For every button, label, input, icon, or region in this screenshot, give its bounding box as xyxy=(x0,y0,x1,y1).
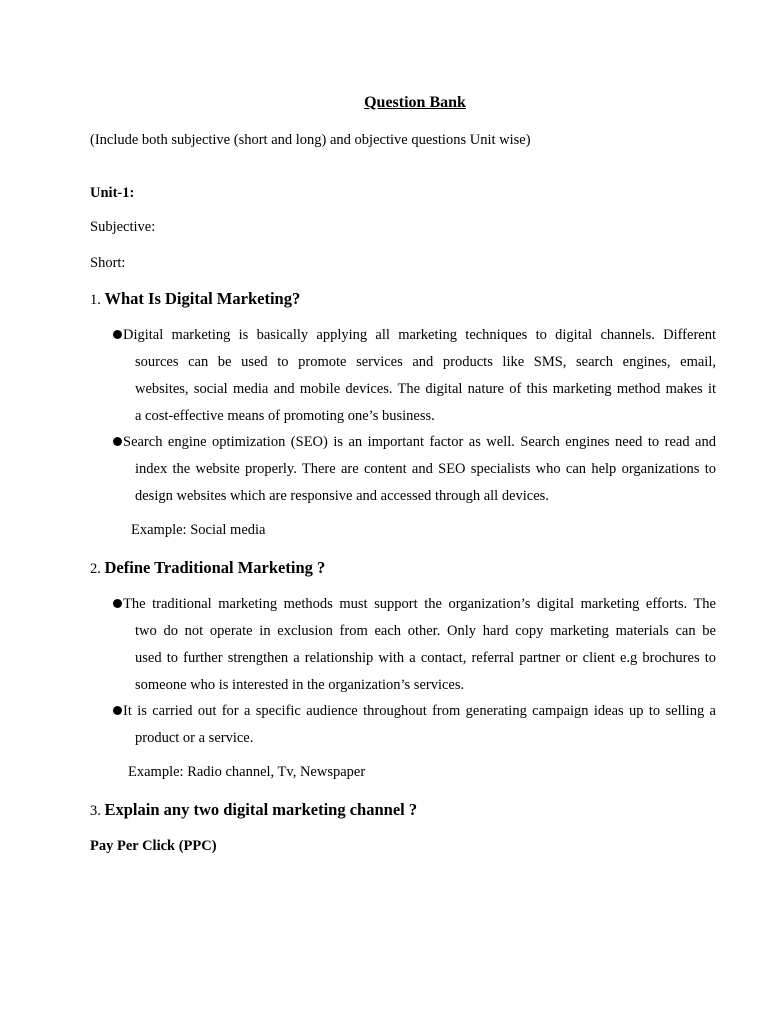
subheading-ppc: Pay Per Click (PPC) xyxy=(90,838,217,854)
bullet-line: someone who is interested in the organization’s services. xyxy=(135,677,465,693)
unit-heading: Unit-1: xyxy=(90,185,135,201)
bullet-item xyxy=(113,698,716,752)
bullet-line: websites, social media and mobile devices. The digital nature of this marketing method makes it xyxy=(135,381,716,397)
question-3 xyxy=(90,800,417,820)
bullet-line: two do not operate in exclusion from each other. Only hard copy marketing materials can be xyxy=(135,623,716,639)
question-2 xyxy=(90,558,325,578)
bullet-item xyxy=(113,322,716,430)
bullet-item xyxy=(113,429,716,510)
question-number: 2. xyxy=(90,561,101,577)
example-text: Example: Social media xyxy=(131,522,266,538)
subjective-label: Subjective: xyxy=(90,219,156,235)
bullet-line: The traditional marketing methods must support the organization’s digital marketing efforts. The xyxy=(123,596,716,612)
question-text: What Is Digital Marketing? xyxy=(104,289,301,308)
bullet-icon xyxy=(113,437,122,446)
question-number: 1. xyxy=(90,292,101,308)
bullet-item xyxy=(113,591,716,699)
bullet-line: Search engine optimization (SEO) is an important factor as well. Search engines need to read and xyxy=(123,434,716,450)
question-1 xyxy=(90,289,300,309)
bullet-icon xyxy=(113,599,122,608)
bullet-icon xyxy=(113,706,122,715)
bullet-line: product or a service. xyxy=(135,730,254,746)
bullet-line: It is carried out for a specific audience throughout from generating campaign ideas up to selling a xyxy=(123,703,716,719)
bullet-line: used to further strengthen a relationship with a contact, referral partner or client e.g brochures to xyxy=(135,650,716,666)
question-text: Define Traditional Marketing ? xyxy=(104,558,326,577)
bullet-line: sources can be used to promote services and products like SMS, search engines, email, xyxy=(135,354,716,370)
question-text: Explain any two digital marketing channel ? xyxy=(104,800,418,819)
short-label: Short: xyxy=(90,255,126,271)
question-number: 3. xyxy=(90,803,101,819)
bullet-line: index the website properly. There are content and SEO specialists who can help organizations to xyxy=(135,461,716,477)
bullet-line: Digital marketing is basically applying all marketing techniques to digital channels. Different xyxy=(123,327,716,343)
bullet-line: a cost-effective means of promoting one’s business. xyxy=(135,408,435,424)
bullet-icon xyxy=(113,330,122,339)
bullet-line: design websites which are responsive and accessed through all devices. xyxy=(135,488,549,504)
intro-text: (Include both subjective (short and long) and objective questions Unit wise) xyxy=(90,132,531,148)
page-title: Question Bank xyxy=(364,94,466,111)
example-text: Example: Radio channel, Tv, Newspaper xyxy=(128,764,366,780)
